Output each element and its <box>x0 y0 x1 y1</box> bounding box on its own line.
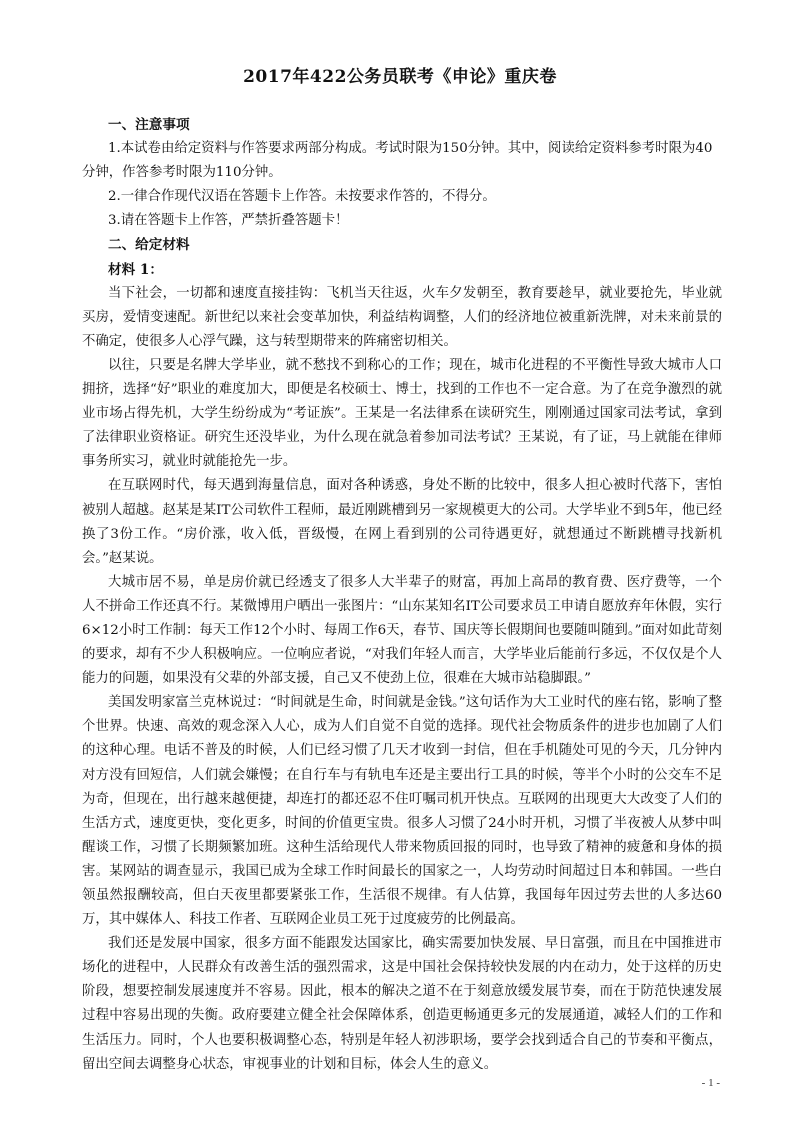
note-item-1: 1.本试卷由给定资料与作答要求两部分构成。考试时限为150分钟。其中，阅读给定资料参考时限为40分钟，作答参考时限为110分钟。 <box>82 141 713 181</box>
material-paragraph: 美国发明家富兰克林说过：“时间就是生命，时间就是金钱。”这句话作为大工业时代的座右铭，影响了整个世界。快速、高效的观念深入人心，成为人们自觉不自觉的选择。现代社会物质条件的进步也加剧了人们的这种心理。电话不普及的时候，人们已经习惯了几天才收到一封信，但在手机随处可见的今天，几分钟内对方没有回短信，人们就会嫌慢；在自行车与有轨电车还是主要出行工具的时候，等半个小时的公交车不足为奇，但现在，出行越来越便捷，却连打的都还忍不住叮嘱司机开快点。互联网的出现更大大改变了人们的生活方式，速度更快，变化更多，时间的价值更宝贵。很多人习惯了24小时开机，习惯了半夜被人从梦中叫醒谈工作，习惯了长期频繁加班。这种生活给现代人带来物质回报的同时，也导致了精神的疲惫和身体的损害。某网站的调查显示，我国已成为全球工作时间最长的国家之一，人均劳动时间超过日本和韩国。一些白领虽然报酬较高，但白天夜里都要紧张工作，生活很不规律。有人估算，我国每年因过劳去世的人多达60万，其中媒体人、科技工作者、互联网企业员工死于过度疲劳的比例最高。 <box>82 695 722 928</box>
section-heading-materials: 二、给定材料 <box>108 237 190 254</box>
material-paragraph: 我们还是发展中国家，很多方面不能跟发达国家比，确实需要加快发展、早日富强，而且在中国推进市场化的进程中，人民群众有改善生活的强烈需求，这是中国社会保持较快发展的内在动力，处于这样的历史阶段，想要控制发展速度并不容易。因此，根本的解决之道不在于刻意放缓发展节奏，而在于防范快速发展过程中容易出现的失衡。政府要建立健全社会保障体系，创造更畅通更多元的发展通道，减轻人们的工作和生活压力。同时，个人也要积极调整心态，特别是年轻人初涉职场，要学会找到适合自己的节奏和平衡点，留出空间去调整身心状态，审视事业的计划和目标，体会人生的意义。 <box>82 936 722 1072</box>
note-item-2: 2.一律合作现代汉语在答题卡上作答。未按要求作答的，不得分。 <box>108 189 496 205</box>
material-paragraph: 以往，只要是名牌大学毕业，就不愁找不到称心的工作；现在，城市化进程的不平衡性导致大城市人口拥挤，选择“好”职业的难度加大，即便是名校硕士、博士，找到的工作也不一定合意。为了在竞争激烈的就业市场占得先机，大学生纷纷成为“考证族”。王某是一名法律系在读研究生，刚刚通过国家司法考试，拿到了法律职业资格证。研究生还没毕业，为什么现在就急着参加司法考试？王某说，有了证，马上就能在律师事务所实习，就业时就能抢先一步。 <box>82 357 722 470</box>
section-heading-notes: 一、注意事项 <box>108 117 190 133</box>
note-item-3: 3.请在答题卡上作答，严禁折叠答题卡！ <box>108 213 349 229</box>
material-paragraph: 大城市居不易，单是房价就已经透支了很多人大半辈子的财富，再加上高昂的教育费、医疗费等，一个人不拼命工作还真不行。某微博用户晒出一张图片：“山东某知名IT公司要求员工申请自愿放弃年休假，实行6×12小时工作制：每天工作12个小时、每周工作6天，春节、国庆等长假期间也要随叫随到。”面对如此苛刻的要求，却有不少人积极响应。一位响应者说，“对我们年轻人而言，大学毕业后能前行多远，不仅仅是个人能力的问题，如果没有父辈的外部支援，自己又不使劲上位，很难在大城市站稳脚跟。” <box>82 574 722 687</box>
material-label: 材料 1： <box>108 261 163 278</box>
material-paragraph: 当下社会，一切都和速度直接挂钩：飞机当天往返，火车夕发朝至，教育要趁早，就业要抢先，毕业就买房，爱情变速配。新世纪以来社会变革加快，利益结构调整，人们的经济地位被重新洗牌，对未来前景的不确定，使很多人心浮气躁，这与转型期带来的阵痛密切相关。 <box>82 285 722 349</box>
document-title: 2017年422公务员联考《申论》重庆卷 <box>243 67 557 87</box>
material-paragraph: 在互联网时代，每天遇到海量信息，面对各种诱惑，身处不断的比较中，很多人担心被时代落下，害怕被别人超越。赵某是某IT公司软件工程师，最近刚跳槽到另一家规模更大的公司。大学毕业不到5年，他已经换了3份工作。“房价涨，收入低，晋级慢，在网上看到别的公司待遇更好，就想通过不断跳槽寻找新机会。”赵某说。 <box>82 478 722 566</box>
page-number: - 1 - <box>701 1077 720 1089</box>
document-content <box>82 113 722 1077</box>
